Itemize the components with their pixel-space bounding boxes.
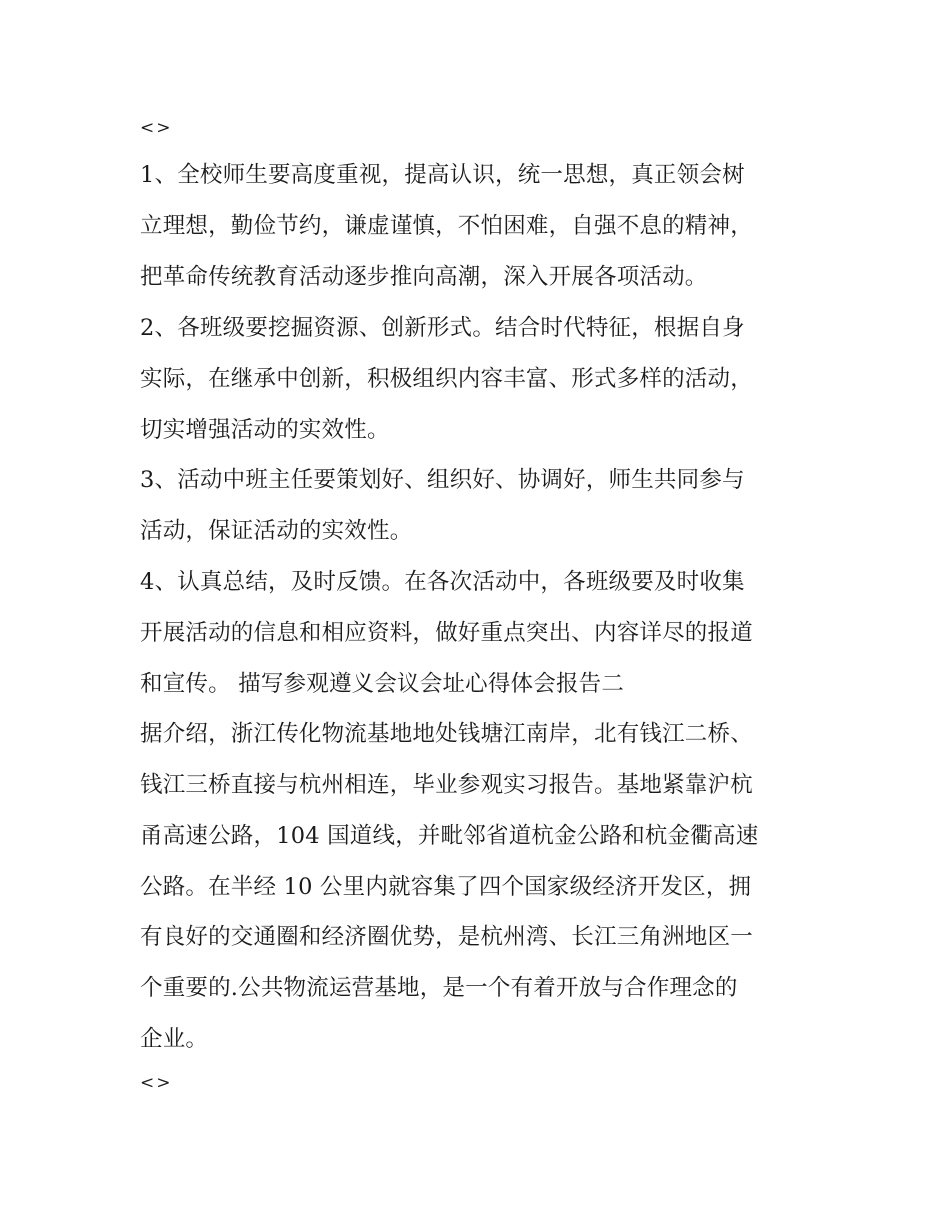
top-marker: <> (140, 118, 173, 138)
text-line-5: 实际，在继承中创新，积极组织内容丰富、形式多样的活动， (140, 366, 753, 392)
bottom-marker: <> (140, 1073, 173, 1093)
text-line-12: 据介绍，浙江传化物流基地地处钱塘江南岸，北有钱江二桥、 (140, 721, 753, 747)
text-line-18: 企业。 (140, 1026, 209, 1052)
text-line-16: 有良好的交通圈和经济圈优势，是杭州湾、长江三角洲地区一 (140, 924, 753, 950)
text-line-14: 甬高速公路，104 国道线，并毗邻省道杭金公路和杭金衢高速 (140, 823, 759, 849)
text-line-4: 2、各班级要挖掘资源、创新形式。结合时代特征，根据自身 (140, 315, 745, 341)
text-line-17: 个重要的.公共物流运营基地，是一个有着开放与合作理念的 (140, 975, 738, 1001)
text-line-9: 4、认真总结，及时反馈。在各次活动中，各班级要及时收集 (140, 569, 745, 595)
text-line-3: 把革命传统教育活动逐步推向高潮，深入开展各项活动。 (140, 264, 708, 290)
text-line-7: 3、活动中班主任要策划好、组织好、协调好，师生共同参与 (140, 467, 745, 493)
text-line-8: 活动，保证活动的实效性。 (140, 518, 413, 544)
text-line-6: 切实增强活动的实效性。 (140, 417, 390, 443)
text-line-1: 1、全校师生要高度重视，提高认识，统一思想，真正领会树 (140, 162, 745, 188)
text-line-10: 开展活动的信息和相应资料，做好重点突出、内容详尽的报道 (140, 620, 753, 646)
text-line-2: 立理想，勤俭节约，谦虚谨慎，不怕困难，自强不息的精神， (140, 213, 753, 239)
text-line-13: 钱江三桥直接与杭州相连，毕业参观实习报告。基地紧靠沪杭 (140, 772, 753, 798)
text-line-15: 公路。在半经 10 公里内就容集了四个国家级经济开发区，拥 (140, 874, 752, 900)
text-line-11: 和宣传。 描写参观遵义会议会址心得体会报告二 (140, 671, 625, 697)
